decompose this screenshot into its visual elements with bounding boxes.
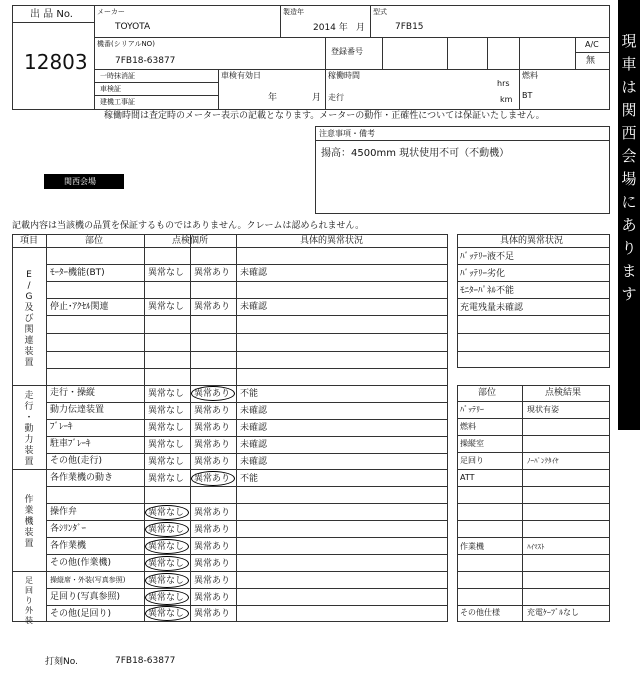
rb-foot-result: ﾉｰﾊﾟﾝｸﾀｲﾔ bbox=[527, 457, 559, 465]
section-label-char: 関 bbox=[24, 325, 34, 335]
divider bbox=[382, 37, 383, 69]
fuel-value: BT bbox=[522, 91, 533, 100]
divider bbox=[447, 37, 448, 69]
row-line bbox=[457, 503, 610, 504]
section-eg bbox=[23, 270, 35, 369]
divider bbox=[325, 37, 326, 69]
divider bbox=[315, 140, 610, 141]
part-other-travel: その他(走行) bbox=[50, 456, 103, 466]
row-line bbox=[457, 469, 610, 470]
check-ok: 異常なし bbox=[148, 389, 185, 399]
row-line bbox=[457, 537, 610, 538]
hours-disclaimer: 稼働時間は査定時のメーター表示の記載となります。メーターの動作・正確性については保証いたしません。 bbox=[104, 111, 545, 121]
check-ng: 異常あり bbox=[194, 389, 231, 399]
check-ok: 異常なし bbox=[148, 525, 185, 535]
section-label-char: 動 bbox=[24, 424, 34, 434]
row-line bbox=[46, 298, 448, 299]
detail-brake: 未確認 bbox=[240, 423, 268, 433]
part-cab: 操縦席・外装(写真参照) bbox=[50, 576, 126, 584]
sidebar-char: ◇ bbox=[618, 312, 628, 325]
sidebar-text bbox=[619, 6, 637, 340]
detail-park: 未確認 bbox=[240, 440, 268, 450]
part-valve: 操作弁 bbox=[50, 507, 78, 517]
check-ng: 異常あり bbox=[194, 609, 231, 619]
check-ng: 異常あり bbox=[194, 457, 231, 467]
divider bbox=[487, 37, 488, 69]
sidebar-char: 車 bbox=[621, 55, 637, 73]
engrave-label: 打刻No. bbox=[45, 657, 78, 667]
check-ok: 異常なし bbox=[148, 406, 185, 416]
divider bbox=[190, 234, 191, 622]
row-line bbox=[457, 554, 610, 555]
row-line bbox=[457, 264, 610, 265]
divider bbox=[94, 69, 610, 70]
section-label-char: 置 bbox=[24, 457, 34, 467]
part-cyl: 各ｼﾘﾝﾀﾞｰ bbox=[50, 524, 87, 534]
row-line bbox=[46, 520, 448, 521]
fuel-label: 燃料 bbox=[522, 71, 538, 80]
check-ng: 異常あり bbox=[194, 559, 231, 569]
rb-battery-part: ﾊﾞｯﾃﾘｰ bbox=[460, 405, 484, 414]
maker-label: メーカー bbox=[97, 8, 125, 16]
circled-mark bbox=[191, 471, 235, 486]
construction-cert-label: 建機工事証 bbox=[100, 98, 135, 106]
section-travel bbox=[23, 391, 35, 468]
check-ok: 異常なし bbox=[148, 302, 185, 312]
row-line bbox=[46, 537, 448, 538]
check-ok: 異常なし bbox=[148, 268, 185, 278]
section-label-char: り bbox=[25, 596, 33, 605]
sidebar-char: 西 bbox=[621, 124, 637, 142]
check-ng: 異常あり bbox=[194, 268, 231, 278]
right-r3: ﾓﾆﾀｰﾊﾟﾈﾙ不能 bbox=[460, 286, 515, 296]
check-ok: 異常なし bbox=[148, 559, 185, 569]
sidebar-char: ◆ bbox=[618, 327, 628, 340]
part-work-move: 各作業機の動き bbox=[50, 473, 114, 483]
detail-power: 未確認 bbox=[240, 406, 268, 416]
section-divider bbox=[12, 469, 448, 470]
section-label-char: 外 bbox=[25, 606, 33, 615]
divider bbox=[12, 247, 448, 248]
divider bbox=[12, 22, 94, 23]
row-line bbox=[46, 453, 448, 454]
quality-disclaimer: 記載内容は当該機の品質を保証するものではありません。クレームは認められません。 bbox=[12, 221, 365, 231]
check-ok: 異常なし bbox=[148, 593, 185, 603]
divider bbox=[94, 95, 218, 96]
divider bbox=[519, 37, 520, 69]
section-label-char: 置 bbox=[24, 539, 34, 549]
row-line bbox=[46, 419, 448, 420]
section-label-char: 力 bbox=[24, 435, 34, 445]
divider bbox=[94, 82, 218, 83]
part-foot: 足回り(写真参照) bbox=[50, 592, 121, 602]
divider bbox=[457, 247, 610, 248]
detail-steer: 不能 bbox=[240, 389, 259, 399]
divider bbox=[325, 69, 326, 110]
detail-motor: 未確認 bbox=[240, 268, 268, 278]
section-label-char: 業 bbox=[24, 506, 34, 516]
row-line bbox=[457, 605, 610, 606]
check-ng: 異常あり bbox=[194, 576, 231, 586]
th-check: 点検個所 bbox=[172, 236, 209, 246]
section-label-char: 装 bbox=[24, 528, 34, 538]
th-details: 具体的異常状況 bbox=[300, 236, 364, 246]
detail-other-travel: 未確認 bbox=[240, 457, 268, 467]
sidebar-char: は bbox=[621, 78, 637, 96]
check-ng: 異常あり bbox=[194, 593, 231, 603]
sidebar-char: 場 bbox=[621, 170, 637, 188]
section-label-char: G bbox=[25, 292, 33, 302]
divider bbox=[280, 5, 281, 37]
check-ng: 異常あり bbox=[194, 440, 231, 450]
serial-label: 機番(シリアルNO) bbox=[97, 40, 155, 48]
sidebar-char: 関 bbox=[621, 101, 637, 119]
th-part2: 部位 bbox=[478, 388, 497, 398]
travel-label: 走行 bbox=[328, 93, 344, 102]
section-label-char: 装 bbox=[25, 616, 33, 625]
sidebar-char: ◇ bbox=[618, 6, 628, 19]
expiry-month-unit: 月 bbox=[312, 93, 322, 103]
section-label-char: 行 bbox=[24, 402, 34, 412]
reg-label: 登録番号 bbox=[331, 47, 363, 56]
divider bbox=[94, 37, 610, 38]
divider bbox=[46, 234, 47, 622]
check-ng: 異常あり bbox=[194, 474, 231, 484]
row-line bbox=[46, 605, 448, 606]
row-line bbox=[457, 571, 610, 572]
part-work-each: 各作業機 bbox=[50, 541, 87, 551]
model-label: 型式 bbox=[373, 8, 387, 16]
row-line bbox=[46, 554, 448, 555]
row-line bbox=[457, 486, 610, 487]
remarks-value: 揚高：4500mm 現状使用不可（不動機） bbox=[321, 148, 510, 159]
section-label-char: / bbox=[27, 281, 31, 291]
section-label-char: 回 bbox=[25, 586, 33, 595]
sidebar-char: り bbox=[621, 239, 637, 257]
section-label-char: 置 bbox=[24, 358, 34, 368]
lot-number: 12803 bbox=[24, 50, 88, 74]
section-label-char: 走 bbox=[24, 391, 34, 401]
row-line bbox=[46, 281, 448, 282]
rb-foot-part: 足回り bbox=[460, 456, 484, 465]
rb-att-part: ATT bbox=[460, 473, 475, 482]
divider bbox=[575, 52, 610, 53]
check-ok: 異常なし bbox=[148, 457, 185, 467]
month-unit: 月 bbox=[356, 23, 366, 33]
check-ok: 異常なし bbox=[148, 609, 185, 619]
sidebar-char: 現 bbox=[621, 32, 637, 50]
section-label-char: 連 bbox=[24, 336, 34, 346]
row-line bbox=[457, 435, 610, 436]
rb-work-part: 作業機 bbox=[460, 542, 484, 551]
rb-fuel-part: 燃料 bbox=[460, 422, 476, 431]
row-line bbox=[457, 401, 610, 402]
check-ng: 異常あり bbox=[194, 423, 231, 433]
section-divider bbox=[12, 571, 448, 572]
part-park: 駐車ﾌﾞﾚｰｷ bbox=[50, 439, 91, 449]
row-line bbox=[46, 503, 448, 504]
right-r1: ﾊﾞｯﾃﾘｰ液不足 bbox=[460, 252, 515, 262]
hours-label: 稼働時間 bbox=[328, 71, 360, 80]
lot-label: 出 品 No. bbox=[30, 9, 73, 20]
part-foot-other: その他(足回り) bbox=[50, 609, 112, 619]
row-line bbox=[457, 351, 610, 352]
section-label-char: ・ bbox=[24, 413, 34, 423]
inspection-cert-label: 車検証 bbox=[100, 85, 121, 93]
divider bbox=[575, 37, 576, 69]
row-line bbox=[457, 588, 610, 589]
row-line bbox=[46, 368, 448, 369]
row-line bbox=[46, 402, 448, 403]
row-line bbox=[46, 351, 448, 352]
circled-mark bbox=[145, 573, 189, 588]
detail-work-move: 不能 bbox=[240, 474, 259, 484]
right-r2: ﾊﾞｯﾃﾘｰ劣化 bbox=[460, 269, 506, 279]
circled-mark bbox=[145, 505, 189, 520]
expiry-label: 車検有効日 bbox=[221, 71, 261, 80]
row-line bbox=[457, 281, 610, 282]
section-foot bbox=[23, 576, 35, 626]
check-ok: 異常なし bbox=[148, 474, 185, 484]
circled-mark bbox=[145, 522, 189, 537]
section-label-char: 足 bbox=[25, 576, 33, 585]
check-ng: 異常あり bbox=[194, 406, 231, 416]
section-divider bbox=[12, 385, 448, 386]
venue-badge bbox=[44, 174, 124, 189]
model-value: 7FB15 bbox=[395, 22, 424, 32]
divider bbox=[236, 234, 237, 622]
check-ng: 異常あり bbox=[194, 302, 231, 312]
part-brake: ﾌﾞﾚｰｷ bbox=[50, 422, 73, 432]
check-ok: 異常なし bbox=[148, 542, 185, 552]
part-steer: 走行・操縦 bbox=[50, 388, 96, 398]
rb-other-part: その他仕様 bbox=[460, 608, 500, 617]
section-label-char: び bbox=[24, 314, 34, 324]
th-right-details: 具体的異常状況 bbox=[500, 236, 564, 246]
divider bbox=[519, 69, 520, 110]
expiry-year-unit: 年 bbox=[268, 93, 278, 103]
sidebar-char: に bbox=[621, 193, 637, 211]
rb-cab-part: 操縦室 bbox=[460, 439, 484, 448]
rb-other-result: 充電ｹｰﾌﾞﾙなし bbox=[527, 608, 579, 617]
check-ng: 異常あり bbox=[194, 542, 231, 552]
circled-mark bbox=[145, 606, 189, 621]
engrave-value: 7FB18-63877 bbox=[115, 656, 176, 666]
year-label: 製造年 bbox=[283, 8, 304, 16]
row-line bbox=[457, 298, 610, 299]
serial-value: 7FB18-63877 bbox=[115, 56, 176, 66]
check-ok: 異常なし bbox=[148, 576, 185, 586]
section-label-char: 作 bbox=[24, 495, 34, 505]
row-line bbox=[46, 436, 448, 437]
th-part: 部位 bbox=[85, 236, 104, 246]
section-label-char: 及 bbox=[24, 303, 34, 313]
detail-stop: 未確認 bbox=[240, 302, 268, 312]
section-label-char: 装 bbox=[24, 347, 34, 357]
check-ng: 異常あり bbox=[194, 525, 231, 535]
section-label-char: E bbox=[26, 270, 32, 280]
ac-value: 無 bbox=[586, 56, 596, 66]
venue-sidebar bbox=[612, 0, 640, 680]
section-label-char: 機 bbox=[24, 517, 34, 527]
venue-badge-text: 関西会場 bbox=[64, 177, 96, 186]
sidebar-char: ◆ bbox=[618, 21, 628, 34]
circled-mark bbox=[145, 539, 189, 554]
part-power: 動力伝達装置 bbox=[50, 405, 105, 415]
th-result: 点検結果 bbox=[545, 388, 582, 398]
sidebar-char: ま bbox=[621, 262, 637, 280]
th-item: 項目 bbox=[20, 236, 39, 246]
km-unit: km bbox=[500, 95, 513, 104]
row-line bbox=[457, 520, 610, 521]
maker-value: TOYOTA bbox=[115, 22, 151, 32]
check-ng: 異常あり bbox=[194, 508, 231, 518]
row-line bbox=[457, 452, 610, 453]
sidebar-char: 会 bbox=[621, 147, 637, 165]
row-line bbox=[46, 315, 448, 316]
part-stop: 停止･ｱｸｾﾙ関連 bbox=[50, 302, 109, 312]
ac-label: A/C bbox=[585, 40, 599, 49]
sidebar-char: あ bbox=[621, 216, 637, 234]
part-work-other: その他(作業機) bbox=[50, 558, 112, 568]
temp-cert-label: 一時抹消証 bbox=[100, 72, 135, 80]
rb-battery-result: 現状有姿 bbox=[527, 405, 559, 414]
check-ok: 異常なし bbox=[148, 423, 185, 433]
remarks-label: 注意事項・備考 bbox=[319, 129, 375, 138]
circled-mark bbox=[145, 590, 189, 605]
row-line bbox=[457, 418, 610, 419]
circled-mark bbox=[191, 386, 235, 401]
row-line bbox=[46, 588, 448, 589]
rb-work-result: ﾊｲﾏｽﾄ bbox=[527, 543, 545, 551]
row-line bbox=[457, 315, 610, 316]
sidebar-char: す bbox=[621, 285, 637, 303]
section-work bbox=[23, 495, 35, 550]
row-line bbox=[46, 264, 448, 265]
circled-mark bbox=[145, 556, 189, 571]
divider bbox=[218, 69, 219, 110]
section-label-char: 装 bbox=[24, 446, 34, 456]
year-value: 2014 年 bbox=[313, 23, 348, 33]
divider bbox=[370, 5, 371, 37]
row-line bbox=[457, 333, 610, 334]
part-motor: ﾓｰﾀｰ機能(BT) bbox=[50, 268, 105, 278]
row-line bbox=[46, 333, 448, 334]
right-r4: 充電残量未確認 bbox=[460, 303, 524, 313]
row-line bbox=[46, 486, 448, 487]
check-ok: 異常なし bbox=[148, 508, 185, 518]
check-ok: 異常なし bbox=[148, 440, 185, 450]
hrs-unit: hrs bbox=[497, 79, 510, 88]
